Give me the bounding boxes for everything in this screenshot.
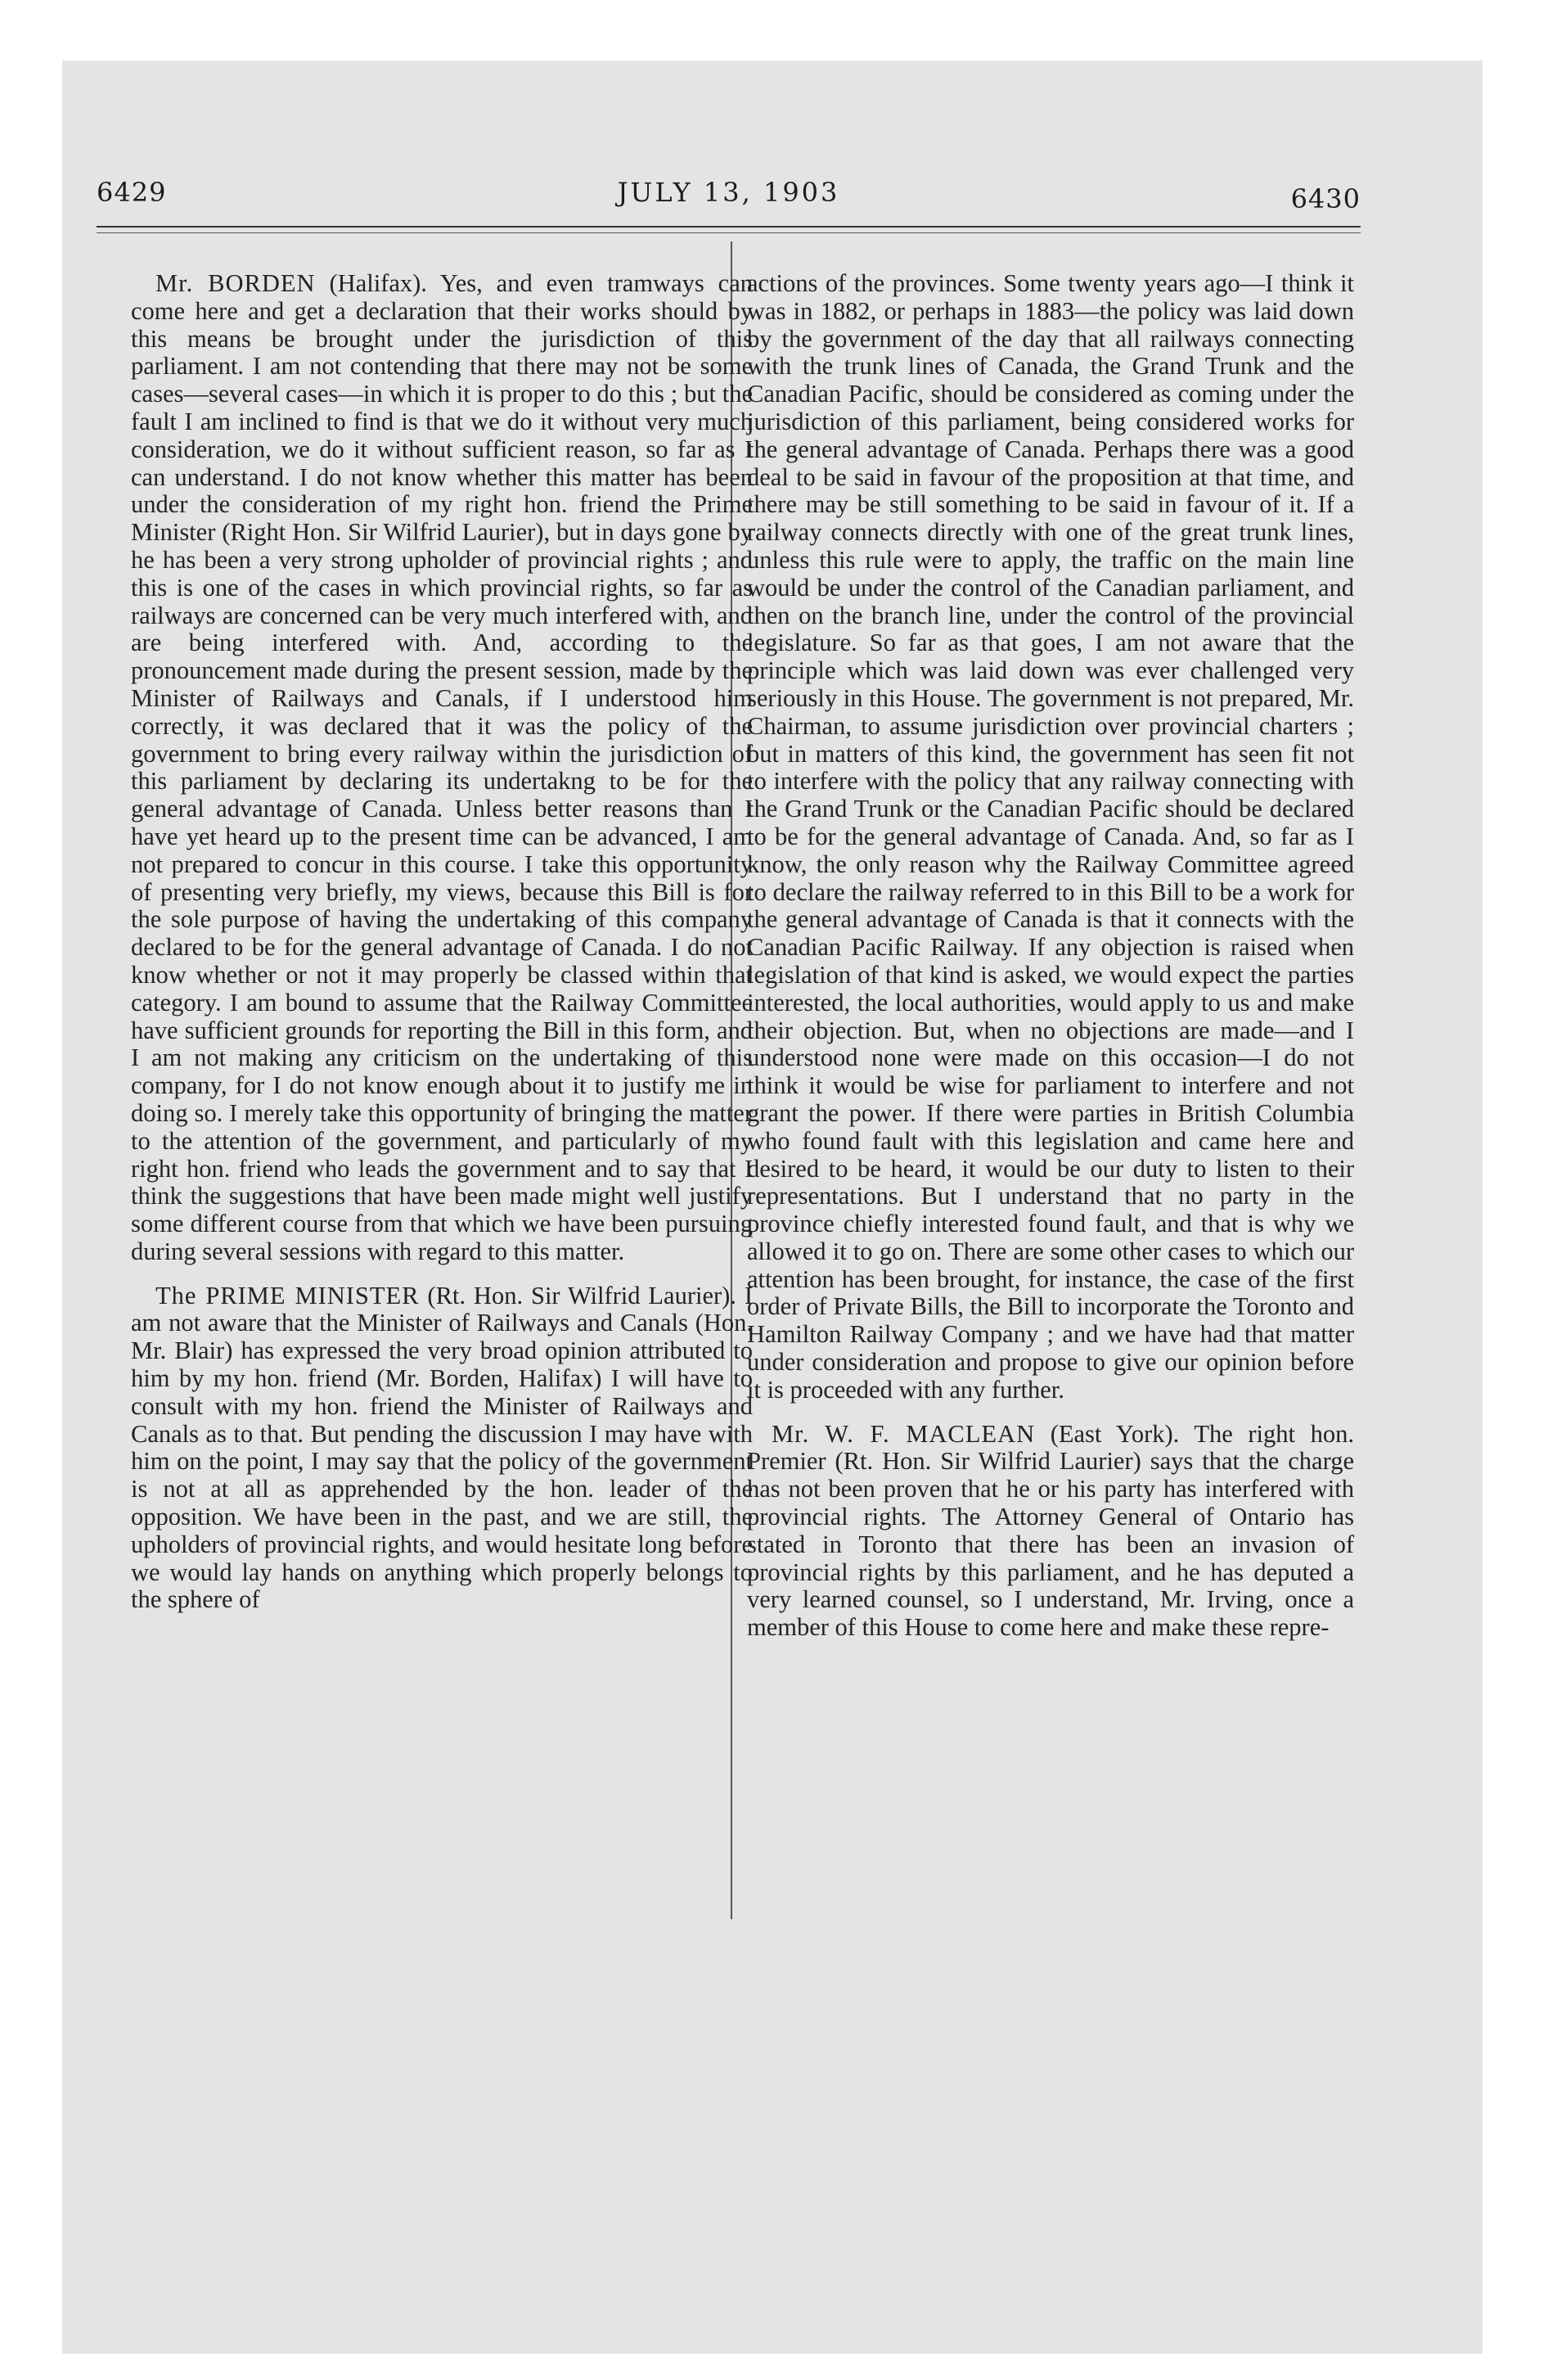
page-number-right: 6430 (1290, 183, 1361, 214)
speaker-name: Mr. BORDEN (155, 269, 316, 297)
speech-text: actions of the provinces. Some twenty years ago—I think it was in 1882, or perhaps in 1883—the policy was laid down by the government of the day that all railways connecting with the trunk lines of Canada, the Grand Trunk and the Canadian Pacific, should be considered as coming under the jurisdiction of this parliament, being considered works for the general advantage of Canada. Perhaps there was a good deal to be said in favour of the proposition at that time, and there may be still something to be said in favour of it. If a railway connects directly with one of the great trunk lines, unless this rule were to apply, the traffic on the main line would be under the control of the Canadian parliament, and then on the branch line, under the control of the provincial legislature. So far as that goes, I am not aware that the principle which was laid down was ever challenged very seriously in this House. The government is not prepared, Mr. Chairman, to assume jurisdiction over provincial charters ; but in matters of this kind, the government has seen fit not to interfere with the policy that any railway connecting with the Grand Trunk or the Canadian Pacific should be declared to be for the general advantage of Canada. And, so far as I know, the only reason why the Railway Committee agreed to declare the railway referred to in this Bill to be a work for the general advantage of Canada is that it connects with the Canadian Pacific Railway. If any objection is raised when legislation of that kind is asked, we would expect the parties interested, the local authorities, would apply to us and make their objection. But, when no objections are made—and I understood none were made on this occasion—I do not think it would be wise for parliament to interfere and not grant the power. If there were parties in British Columbia who found fault with this legislation and came here and desired to be heard, it would be our duty to listen to their representations. But I understand that no party in the province chiefly interested found fault, and that is why we allowed it to go on. There are some other cases to which our attention has been brought, for instance, the case of the first order of Private Bills, the Bill to incorporate the Toronto and Hamilton Railway Company ; and we have had that matter under consideration and propose to give our opinion before it is proceeded with any further. (747, 269, 1354, 1404)
page-number-left: 6429 (97, 177, 167, 208)
speech-text: (East York). The right hon. Premier (Rt. Hon. Sir Wilfrid Laurier) says that the charge has not been proven that he or his party has interfered with provincial rights. The Attorney General of Ontario has stated in Toronto that there has been an invasion of provincial rights by this parliament, and he has deputed a very learned counsel, so I understand, Mr. Irving, once a member of this House to come here and make these repre- (747, 1419, 1354, 1642)
speech-paragraph (131, 270, 753, 1266)
speech-text: (Halifax). Yes, and even tramways can come here and get a declaration that their works should by this means be brought under the jurisdiction of this parliament. I am not contending that there may not be some cases—several cases—in which it is proper to do this ; but the fault I am inclined to find is that we do it without very much consideration, we do it without sufficient reason, so far as I can understand. I do not know whether this matter has been under the consideration of my right hon. friend the Prime Minister (Right Hon. Sir Wilfrid Laurier), but in days gone by he has been a very strong upholder of provincial rights ; and this is one of the cases in which provincial rights, so far as railways are concerned can be very much interfered with, and are being interfered with. And, according to the pronouncement made during the present session, made by the Minister of Railways and Canals, if I understood him correctly, it was declared that it was the policy of the government to bring every railway within the jurisdiction of this parliament by declaring its undertakng to be for the general advantage of Canada. Unless better reasons than I have yet heard up to the present time can be advanced, I am not prepared to concur in this course. I take this opportunity of presenting very briefly, my views, because this Bill is for the sole purpose of having the undertaking of this company declared to be for the general advantage of Canada. I do not know whether or not it may properly be classed within that category. I am bound to assume that the Railway Committee have sufficient grounds for reporting the Bill in this form, and I am not making any criticism on the undertaking of this company, for I do not know enough about it to justify me in doing so. I merely take this opportunity of bringing the matter to the attention of the government, and particularly of my right hon. friend who leads the government and to say that I think the suggestions that have been made might well justify some different course from that which we have been pursuing during several sessions with regard to this matter. (131, 269, 754, 1265)
speech-paragraph (747, 1421, 1354, 1642)
speaker-name: Mr. W. F. MACLEAN (772, 1419, 1036, 1448)
speech-text: (Rt. Hon. Sir Wilfrid Laurier). I am not aware that the Minister of Railways and Canals (Hon. Mr. Blair) has expressed the very broad opinion attributed to him by my hon. friend (Mr. Borden, Halifax) I will have to consult with my hon. friend the Minister of Railways and Canals as to that. But pending the discussion I may have with him on the point, I may say that the policy of the government is not at all as apprehended by the hon. leader of the opposition. We have been in the past, and we are still, the upholders of provincial rights, and would hesitate long before we would lay hands on anything which properly belongs to the sphere of (131, 1281, 753, 1614)
page-date: JULY 13, 1903 (617, 177, 840, 208)
header-rule-thin (97, 232, 1361, 233)
speech-paragraph (131, 1282, 753, 1615)
page-header (97, 123, 1361, 229)
header-rule (97, 226, 1361, 228)
right-column (747, 270, 1354, 1642)
speech-paragraph-continued (747, 270, 1354, 1404)
speaker-name: The PRIME MINISTER (155, 1281, 420, 1309)
left-column (131, 270, 753, 1614)
